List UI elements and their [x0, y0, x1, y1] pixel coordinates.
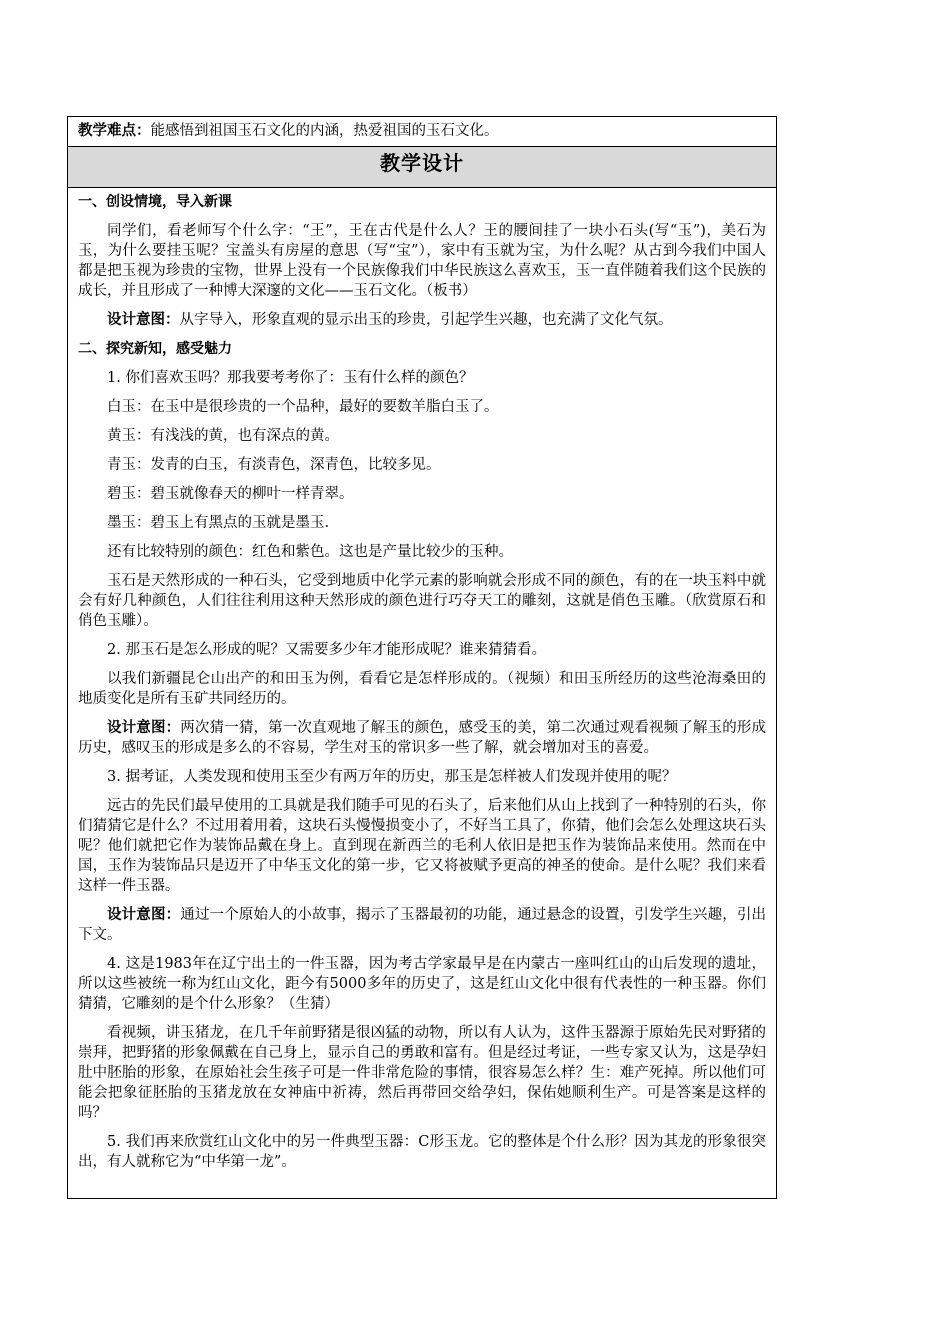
color-special: 还有比较特别的颜色：红色和紫色。这也是产量比较少的玉种。: [107, 544, 513, 560]
question-4: 4. 这是1983年在辽宁出土的一件玉器，因为考古学家最早是在内蒙古一座叫红山的山后发现的遗址，所以这些被统一称为红山文化，距今有5000多年的历史了，这是红山文化中很有代表性的一种玉器。你们猜猜，它雕刻的是个什么形象？（生猜）: [78, 956, 766, 1012]
intent-text: 两次猜一猜，第一次直观地了解玉的颜色，感受玉的美，第二次通过观看视频了解玉的形成历史，感叹玉的形成是多么的不容易，学生对玉的常识多一些了解，就会增加对玉的喜爱。: [78, 720, 767, 756]
difficulty-text: 能感悟到祖国玉石文化的内涵，热爱祖国的玉石文化。: [150, 123, 499, 139]
design-title-row: [68, 147, 777, 188]
document-page: [67, 116, 777, 1199]
carving-paragraph: 玉石是天然形成的一种石头，它受到地质中化学元素的影响就会形成不同的颜色，有的在一块玉料中就会有好几种颜色，人们往往利用这种天然形成的颜色进行巧夺天工的雕刻，这就是俏色玉雕。（欣赏原石和俏色玉雕）。: [78, 573, 766, 629]
intent-text: 通过一个原始人的小故事，揭示了玉器最初的功能，通过悬念的设置，引发学生兴趣，引出下文。: [78, 907, 767, 943]
color-black-jade: 墨玉：碧玉上有黑点的玉就是墨玉.: [107, 515, 330, 531]
difficulty-label: 教学难点：: [78, 123, 151, 139]
color-green-white-jade: 青玉：发青的白玉，有淡青色，深青色，比较多见。: [107, 457, 441, 473]
ancient-paragraph: 远古的先民们最早使用的工具就是我们随手可见的石头了，后来他们从山上找到了一种特别的石头，你们猜猜它是什么？不过用着用着，这块石头慢慢损变小了，不好当工具了，你猜，他们会怎么处理这块石头呢？他们就把它作为装饰品戴在身上。直到现在新西兰的毛利人依旧是把玉作为装饰品来使用。然而在中国，玉作为装饰品只是迈开了中华玉文化的第一步，它又将被赋予更高的神圣的使命。是什么呢？我们来看这样一件玉器。: [78, 798, 766, 894]
section-2-intent-1: [78, 718, 766, 758]
section-1-intent: [78, 310, 766, 330]
color-jasper: 碧玉：碧玉就像春天的柳叶一样青翠。: [107, 486, 354, 502]
question-3: 3. 据考证，人类发现和使用玉至少有两万年的历史，那玉是怎样被人们发现并使用的呢？: [107, 769, 677, 785]
section-2-heading: 二、探究新知，感受魅力: [78, 341, 232, 357]
pig-dragon-paragraph: 看视频，讲玉猪龙，在几千年前野猪是很凶猛的动物，所以有人认为，这件玉器源于原始先民对野猪的崇拜，把野猪的形象佩戴在自己身上，显示自己的勇敢和富有。但是经过考证，一些专家又认为，这是孕妇肚中胚胎的形象，在原始社会生孩子可是一件非常危险的事情，很容易怎么样？生：难产死掉。所以他们可能会把象征胚胎的玉猪龙放在女神庙中祈祷，然后再带回交给孕妇，保佑她顺利生产。可是答案是这样的吗？: [78, 1025, 766, 1121]
intent-label: 设计意图：: [107, 312, 180, 328]
hetian-paragraph: 以我们新疆昆仑山出产的和田玉为例，看看它是怎样形成的。（视频）和田玉所经历的这些沧海桑田的地质变化是所有玉矿共同经历的。: [78, 671, 766, 707]
section-2-intent-2: [78, 905, 766, 945]
lesson-table: [67, 116, 777, 1199]
intent-text: 从字导入，形象直观的显示出玉的珍贵，引起学生兴趣，也充满了文化气氛。: [179, 312, 673, 328]
design-body-row: [68, 188, 777, 1199]
section-1-heading: 一、创设情境，导入新课: [78, 194, 232, 210]
question-5: 5. 我们再来欣赏红山文化中的另一件典型玉器：C形玉龙。它的整体是个什么形？因为其龙的形象很突出，有人就称它为“中华第一龙”。: [78, 1134, 766, 1170]
intent-label: 设计意图：: [107, 720, 181, 736]
color-yellow-jade: 黄玉：有浅浅的黄，也有深点的黄。: [107, 428, 339, 444]
design-body-cell: [68, 188, 777, 1199]
difficulty-row: [68, 117, 777, 147]
question-2: 2. 那玉石是怎么形成的呢？又需要多少年才能形成呢？谁来猜猜看。: [107, 642, 546, 658]
design-title-cell: [68, 147, 777, 188]
difficulty-cell: [68, 117, 777, 147]
section-1-paragraph: 同学们，看老师写个什么字：“王”，王在古代是什么人？王的腰间挂了一块小石头(写“玉”)，美石为玉，为什么要挂玉呢？宝盖头有房屋的意思（写“宝”），家中有玉就为宝，为什么呢？从古到今我们中国人都是把玉视为珍贵的宝物，世界上没有一个民族像我们中华民族这么喜欢玉，玉一直伴随着我们这个民族的成长，并且形成了一种博大深邃的文化——玉石文化。（板书）: [78, 223, 766, 299]
design-title: 教学设计: [380, 151, 464, 175]
question-1: 1. 你们喜欢玉吗？那我要考考你了：玉有什么样的颜色？: [107, 370, 474, 386]
color-white-jade: 白玉：在玉中是很珍贵的一个品种，最好的要数羊脂白玉了。: [107, 399, 499, 415]
intent-label: 设计意图：: [107, 907, 181, 923]
